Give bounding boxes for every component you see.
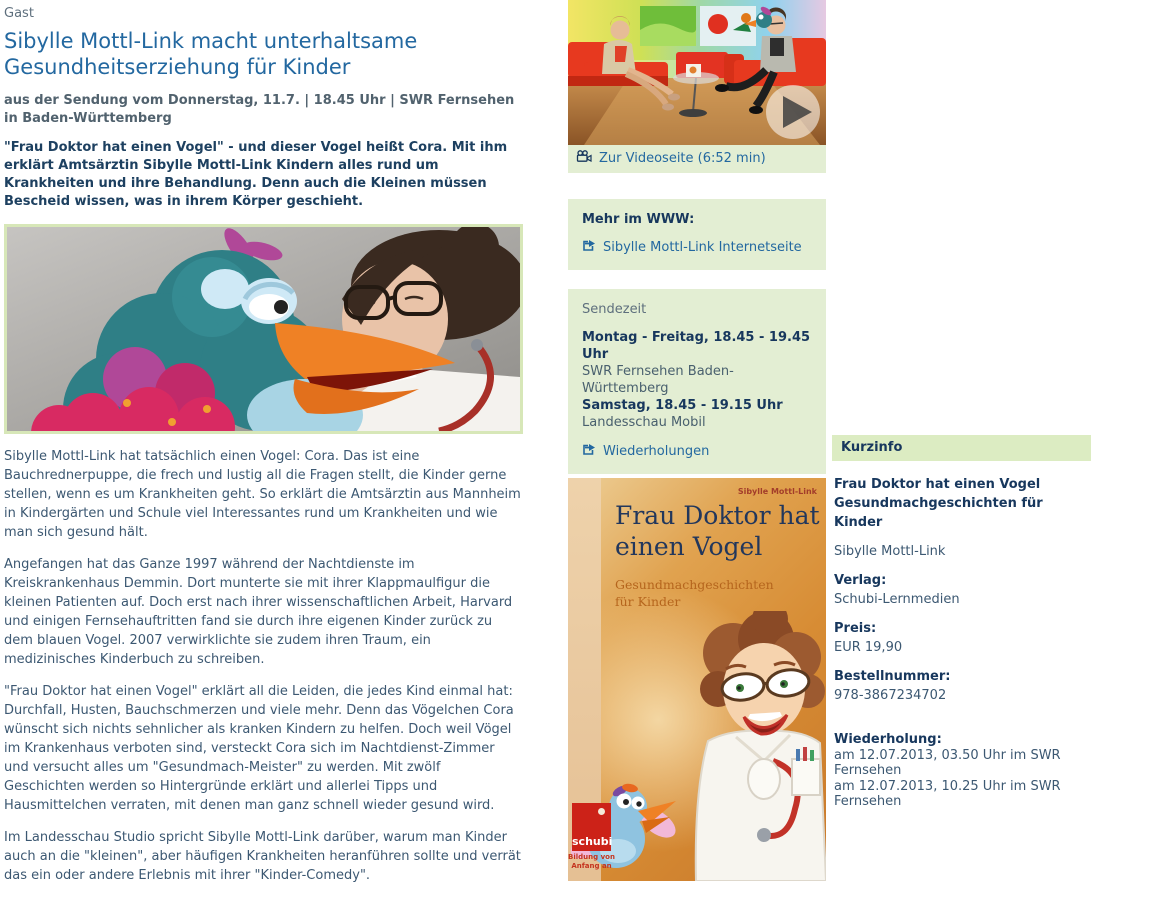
external-link-icon bbox=[582, 443, 596, 460]
kurzinfo-price-label: Preis: bbox=[834, 621, 877, 636]
external-link-icon bbox=[582, 239, 596, 256]
schedule-box bbox=[568, 289, 826, 474]
kurzinfo-order-block bbox=[834, 667, 1089, 705]
external-website-link[interactable]: Sibylle Mottl-Link Internetseite bbox=[603, 240, 802, 255]
kurzinfo-publisher-label: Verlag: bbox=[834, 573, 887, 588]
schedule-row: Landesschau Mobil bbox=[582, 415, 706, 430]
video-link-row bbox=[568, 145, 826, 173]
book-cover-title: Frau Doktor hat einen Vogel bbox=[615, 501, 820, 561]
schedule-row: SWR Fernsehen Baden-Württemberg bbox=[582, 364, 734, 396]
kurzinfo-book-title: Frau Doktor hat einen Vogel bbox=[834, 477, 1041, 492]
kurzinfo-order-number: 978-3867234702 bbox=[834, 688, 947, 703]
movie-camera-icon bbox=[576, 150, 592, 167]
book-cover-subtitle: Gesundmachgeschichten für Kinder bbox=[615, 577, 774, 609]
repeats-link-row bbox=[582, 431, 812, 460]
book-cover bbox=[568, 478, 826, 881]
www-box-title: Mehr im WWW: bbox=[582, 212, 695, 227]
video-thumbnail[interactable] bbox=[568, 0, 826, 145]
studio-scene bbox=[568, 0, 826, 145]
kurzinfo-author-block bbox=[834, 542, 1089, 561]
repeats-link[interactable]: Wiederholungen bbox=[603, 444, 710, 459]
media-column bbox=[568, 0, 826, 881]
article-paragraph-3: "Frau Doktor hat einen Vogel" erklärt all die Leiden, die jedes Kind einmal hat: Durchfall, Husten, Bauchschmerzen und viele mehr. Denn das Vögelchen Cora wünscht sich nichts sehnlicher als kranken Kindern zu helfen. Doch weil Vögel im Krankenhaus verboten sind, versteckt Cora sich im Nachtdienst-Zimmer und versucht alles um "Gesundmach-Meister" zu werden. Mit zwölf Geschichten werden so Hintergründe erklärt und allerlei Tipps und Hausmittelchen verraten, mit denen man ganz schnell wieder gesund wird. bbox=[4, 684, 514, 813]
article-kicker: Gast bbox=[4, 6, 34, 21]
schedule-box-title: Sendezeit bbox=[582, 302, 647, 317]
article-broadcast-info: aus der Sendung vom Donnerstag, 11.7. | 18.45 Uhr | SWR Fernsehen in Baden-Württemberg bbox=[4, 93, 515, 126]
kurzinfo-repeat-label: Wiederholung: bbox=[834, 732, 942, 747]
photo-illustration bbox=[7, 227, 520, 431]
play-icon bbox=[766, 85, 820, 139]
kurzinfo-panel bbox=[832, 435, 1091, 820]
kurzinfo-book-subtitle: Gesundmachgeschichten für Kinder bbox=[834, 496, 1043, 530]
kurzinfo-repeat-1: am 12.07.2013, 03.50 Uhr im SWR Fernsehen bbox=[834, 747, 1061, 778]
article-paragraph-2: Angefangen hat das Ganze 1997 während der Nachtdienste im Kreiskrankenhaus Demmin. Dort munterte sie mit ihrer Klappmaulfigur die kleinen Patienten auf. Doch erst nach ihrer wissenschaftlichen Arbeit, Harvard und einigen Fernsehauftritten fand sie durch ihre eigenen Kinder zurück zu dem blauen Vogel. 2007 verwirklichte sie zudem ihren Traum, ein medizinisches Kinderbuch zu schreiben. bbox=[4, 557, 513, 667]
www-link-row bbox=[582, 239, 812, 256]
kurzinfo-author: Sibylle Mottl-Link bbox=[834, 544, 946, 559]
schedule-row: Samstag, 18.45 - 19.15 Uhr bbox=[582, 398, 783, 413]
kurzinfo-repeat-2: am 12.07.2013, 10.25 Uhr im SWR Fernsehen bbox=[834, 778, 1061, 809]
kurzinfo-header: Kurzinfo bbox=[832, 435, 1091, 461]
schubi-tagline: Bildung von Anfang an bbox=[568, 853, 615, 870]
article-column bbox=[4, 6, 521, 898]
article-paragraph-4: Im Landesschau Studio spricht Sibylle Mottl-Link darüber, warum man Kinder auch an die "kleinen", aber häufigen Krankheiten heranführen sollte und verrät das ein oder andere Erlebnis mit ihrer "Kinder-Comedy". bbox=[4, 830, 521, 883]
kurzinfo-price: EUR 19,90 bbox=[834, 640, 903, 655]
kurzinfo-order-label: Bestellnummer: bbox=[834, 669, 951, 684]
kurzinfo-price-block bbox=[834, 619, 1089, 657]
kurzinfo-book-title-block bbox=[834, 475, 1089, 532]
page-title: Sibylle Mottl-Link macht unterhaltsame Gesundheitserziehung für Kinder bbox=[4, 29, 418, 79]
kurzinfo-repeat-block bbox=[834, 732, 1089, 810]
article-paragraph-1: Sibylle Mottl-Link hat tatsächlich einen Vogel: Cora. Das ist eine Bauchrednerpuppe, die frech und lustig all die Fragen stellt, die Kinder gerne stellen, wenn es um Krankheiten geht. So erklärt die Amtsärztin aus Mannheim in Kindergärten und Schule viel Interessantes rund um Krankheiten und wie man sich gesund hält. bbox=[4, 449, 521, 540]
book-cover-author: Sibylle Mottl-Link bbox=[737, 487, 817, 496]
kurzinfo-publisher: Schubi-Lernmedien bbox=[834, 592, 960, 607]
article-photo-woman-with-bird-puppet bbox=[4, 224, 523, 434]
video-teaser-box bbox=[568, 0, 826, 173]
kurzinfo-publisher-block bbox=[834, 571, 1089, 609]
schubi-logo: schubi bbox=[572, 803, 611, 851]
article-intro: "Frau Doktor hat einen Vogel" - und dieser Vogel heißt Cora. Mit ihm erklärt Amtsärztin Sibylle Mottl-Link Kindern alles rund um Krankheiten und ihre Behandlung. Denn auch die Kleinen müssen Bescheid wissen, was in ihrem Körper geschieht. bbox=[4, 140, 508, 209]
schedule-row: Montag - Freitag, 18.45 - 19.45 Uhr bbox=[582, 330, 811, 362]
schubi-logo-dot bbox=[598, 808, 605, 815]
video-page-link[interactable]: Zur Videoseite (6:52 min) bbox=[599, 151, 766, 166]
www-box bbox=[568, 199, 826, 270]
